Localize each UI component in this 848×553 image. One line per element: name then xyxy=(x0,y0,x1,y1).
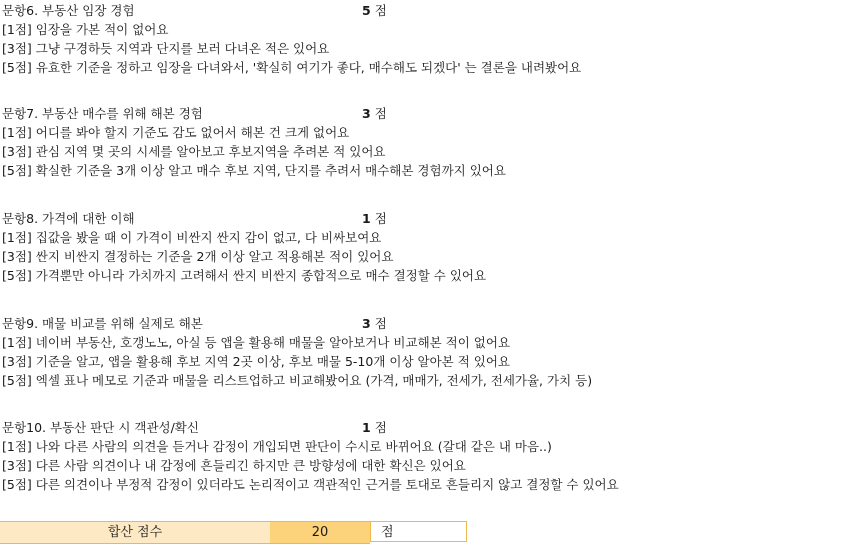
question-title: 문항10. 부동산 판단 시 객관성/확신 xyxy=(2,420,199,435)
option-3pt: [3점] 기준을 알고, 앱을 활용해 후보 지역 2곳 이상, 후보 매물 5-10개 이상 알아본 적 있어요 xyxy=(2,354,510,369)
question-score xyxy=(362,1,387,20)
question-title: 문항7. 부동산 매수를 위해 해본 경험 xyxy=(2,106,203,121)
question-block-9 xyxy=(0,314,848,390)
option-3pt: [3점] 그냥 구경하듯 지역과 단지를 보러 다녀온 적은 있어요 xyxy=(2,41,330,56)
option-1pt: [1점] 임장을 가본 적이 없어요 xyxy=(2,22,169,37)
question-score xyxy=(362,418,387,437)
question-score xyxy=(362,314,387,333)
question-block-7 xyxy=(0,104,848,180)
option-1pt: [1점] 네이버 부동산, 호갱노노, 아실 등 앱을 활용해 매물을 알아보거나 비교해본 적이 없어요 xyxy=(2,335,511,350)
score-unit: 점 xyxy=(374,3,387,18)
option-3pt: [3점] 싼지 비싼지 결정하는 기준을 2개 이상 알고 적용해본 적이 있어요 xyxy=(2,249,394,264)
total-score-bar xyxy=(0,521,467,542)
score-value: 3 xyxy=(362,106,371,121)
option-5pt: [5점] 다른 의견이나 부정적 감정이 있더라도 논리적이고 객관적인 근거를 토대로 흔들리지 않고 결정할 수 있어요 xyxy=(2,477,619,492)
score-value: 5 xyxy=(362,3,371,18)
total-score-label: 합산 점수 xyxy=(0,521,270,544)
question-score xyxy=(362,104,387,123)
question-block-10 xyxy=(0,418,848,494)
option-3pt: [3점] 관심 지역 몇 곳의 시세를 알아보고 후보지역을 추려본 적 있어요 xyxy=(2,144,386,159)
question-title-row xyxy=(0,418,848,437)
score-unit: 점 xyxy=(374,211,387,226)
option-1pt: [1점] 나와 다른 사람의 의견을 듣거나 감정이 개입되면 판단이 수시로 바뀌어요 (갈대 같은 내 마음..) xyxy=(2,439,552,454)
question-score xyxy=(362,209,387,228)
score-unit: 점 xyxy=(374,316,387,331)
score-value: 1 xyxy=(362,211,371,226)
question-title: 문항6. 부동산 임장 경험 xyxy=(2,3,135,18)
option-5pt: [5점] 확실한 기준을 3개 이상 알고 매수 후보 지역, 단지를 추려서 매수해본 경험까지 있어요 xyxy=(2,163,506,178)
score-value: 1 xyxy=(362,420,371,435)
score-unit: 점 xyxy=(374,420,387,435)
question-block-8 xyxy=(0,209,848,285)
option-5pt: [5점] 가격뿐만 아니라 가치까지 고려해서 싼지 비싼지 종합적으로 매수 결정할 수 있어요 xyxy=(2,268,487,283)
question-title-row xyxy=(0,1,848,20)
option-1pt: [1점] 어디를 봐야 할지 기준도 감도 없어서 해본 건 크게 없어요 xyxy=(2,125,350,140)
question-title-row xyxy=(0,209,848,228)
option-1pt: [1점] 집값을 봤을 때 이 가격이 비싼지 싼지 감이 없고, 다 비싸보여요 xyxy=(2,230,382,245)
question-title: 문항9. 매물 비교를 위해 실제로 해본 xyxy=(2,316,203,331)
option-5pt: [5점] 엑셀 표나 메모로 기준과 매물을 리스트업하고 비교해봤어요 (가격, 매매가, 전세가, 전세가율, 가치 등) xyxy=(2,373,593,388)
score-value: 3 xyxy=(362,316,371,331)
question-title-row xyxy=(0,104,848,123)
option-5pt: [5점] 유효한 기준을 정하고 임장을 다녀와서, '확실히 여기가 좋다, 매수해도 되겠다' 는 결론을 내려봤어요 xyxy=(2,60,582,75)
question-block-6 xyxy=(0,1,848,77)
question-title-row xyxy=(0,314,848,333)
score-unit: 점 xyxy=(374,106,387,121)
total-score-unit: 점 xyxy=(370,521,467,542)
total-score-value: 20 xyxy=(270,521,370,544)
option-3pt: [3점] 다른 사람 의견이나 내 감정에 흔들리긴 하지만 큰 방향성에 대한 확신은 있어요 xyxy=(2,458,466,473)
question-title: 문항8. 가격에 대한 이해 xyxy=(2,211,135,226)
